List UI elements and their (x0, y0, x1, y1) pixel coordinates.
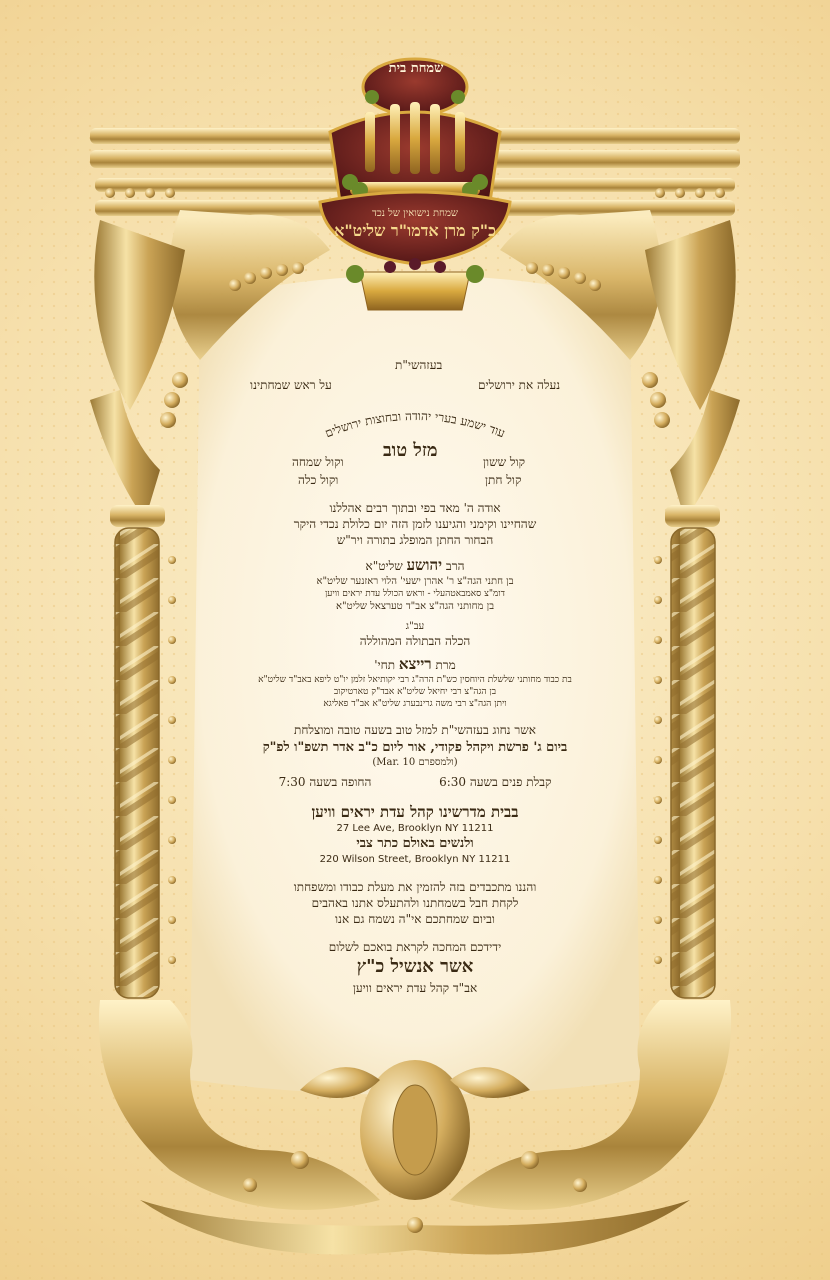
kallah-title: הכלה הבתולה המהוללה (359, 634, 471, 649)
chasan-parents: בן חתני הגה"צ ר' אהרן ישעי' הלוי ראזנער שליט"א (316, 575, 514, 587)
kol-chasan: קול חתן (485, 473, 522, 487)
im-text: עב"ג (405, 620, 425, 632)
venue-main: בבית מדרשינו קהל עדת יראים וויען (311, 802, 519, 821)
signature-name: אשר אנשיל כ"ץ (356, 956, 474, 978)
crest-emblem (310, 52, 520, 314)
kallah-grandparents-2: ויתן הגה"צ רבי משה גרינבערג שליט"א אב"ד פאליגא (323, 699, 507, 710)
chasan-grandparents: בן מחותני הגה"צ אב"ד טערצאל שליט"א (335, 601, 495, 613)
bezh-text: בעזהשי"ת (395, 358, 443, 372)
kol-kallah: וקול כלה (298, 473, 339, 487)
verse-left: על ראש שמחתינו (250, 378, 332, 392)
signature-greeting: ידידכם המחכה לקראת בואכם לשלום (328, 940, 502, 955)
invitation-body (190, 500, 640, 996)
kol-simcha: וקול שמחה (292, 455, 344, 469)
invite-line: לקחת חבל בשמחתנו ולהתעלס אתנו באהבים (311, 895, 519, 910)
signature-title: אב"ד קהל עדת יראים וויען (352, 980, 478, 995)
event-line: אשר נחוג בעזהשי"ת למזל טוב בשעה טובה ומוצלחת (294, 723, 536, 738)
intro-line: שהחיינו וקימני והגיענו לזמן הזה יום כלולת נכדי היקר (293, 517, 537, 532)
venue-women-address: 220 Wilson Street, Brooklyn NY 11211 (319, 854, 511, 866)
venue-women: ולנשים באולם כתר צבי (356, 836, 474, 852)
chasan-name-line: הרב יהושע שליט"א (365, 555, 465, 574)
crest-title (330, 208, 500, 241)
invite-line: והננו מתכבדים בזה להזמין את מעלת כבודו ומשפחתו (293, 879, 537, 894)
kallah-parents: בת כבוד מחותני שלשלת היוחסין כש"ת הרה"ג רבי יקותיאל זלמן יו"ט ליפא באב"ד שליט"א (258, 674, 572, 685)
crest-name: כ"ק מרן אדמו"ר שליט"א (334, 221, 496, 240)
kallah-name-line: מרת רייצא תחי' (374, 654, 456, 673)
kol-sasson: קול ששון (483, 455, 526, 469)
arc-verse-text: עוד ישמע בערי יהודה ובחוצות ירושלים (323, 408, 507, 441)
mazal-tov-heading: מזל טוב (383, 440, 438, 461)
event-secular-date: (ולמספרם Mar. 10) (372, 757, 458, 769)
chasan-parents-title: דומ"צ סאמבאטהעלי - וראש הכולל עדת יראים וויען (325, 589, 505, 600)
kallah-grandparents: בן הגה"צ רבי יחיאל שליט"א אבד"ק טארטיקוב (333, 687, 497, 698)
intro-line: אודה ה' מאד בפי ובתוך רבים אהללנו (329, 501, 501, 515)
crest-banner-text: שמחת בית (388, 61, 444, 76)
venue-main-address: 27 Lee Ave, Brooklyn NY 11211 (336, 822, 494, 834)
crest-subtitle: שמחת נישואין של נכד (372, 208, 458, 219)
kallah-name: רייצא (398, 654, 432, 673)
chasan-name: יהושע (406, 555, 443, 574)
event-date: ביום ג' פרשת ויקהל פקודי, אור ליום כ"ב אדר תשפ"ו לפ"ק (262, 739, 568, 755)
intro-line: הבחור החתן המופלג בתורה ויר"ש (336, 533, 494, 548)
verse-right: נעלה את ירושלים (478, 378, 561, 392)
invite-line: וביום שמחתכם אי"ה נשמח גם אנו (334, 911, 496, 926)
svg-text:עוד ישמע בערי יהודה ובחוצות יר (323, 409, 507, 440)
event-times: קבלת פנים בשעה 6:30 החופה בשעה 7:30 (278, 774, 552, 789)
